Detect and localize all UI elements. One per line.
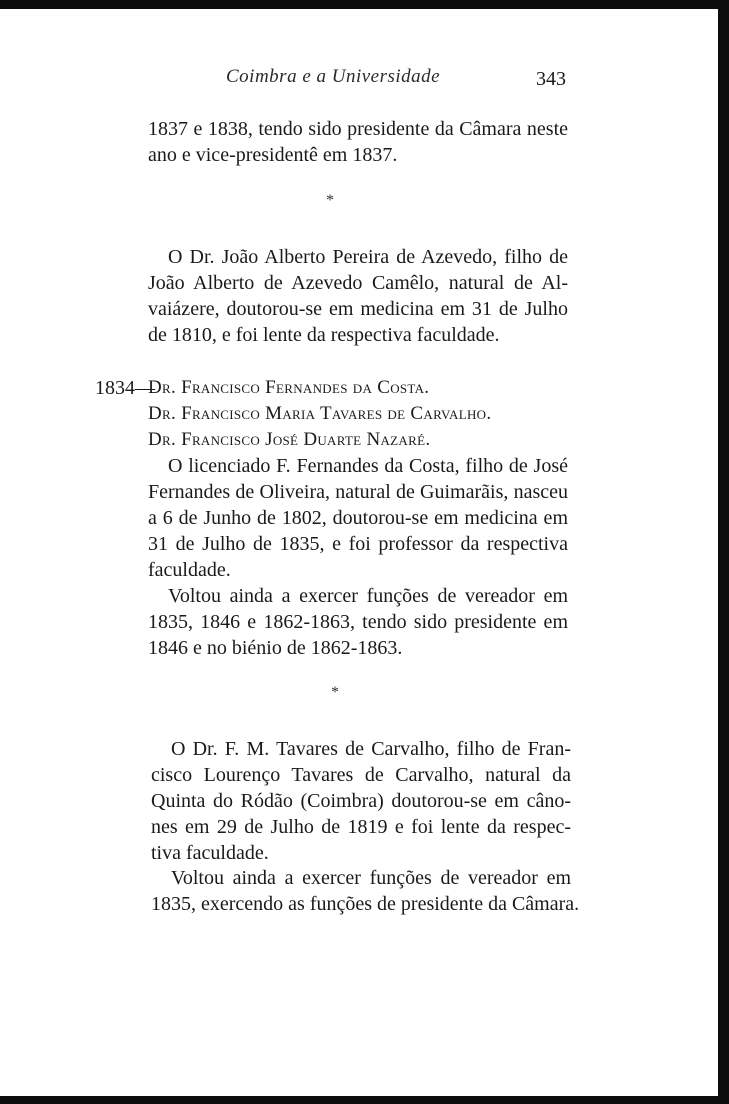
name-line: Dr. Francisco José Duarte Nazaré. (148, 429, 431, 450)
section-separator: * (331, 684, 339, 701)
text-line: O licenciado F. Fernandes da Costa, filho de José (168, 455, 568, 477)
text-line: Voltou ainda a exercer funções de vereador em (171, 867, 571, 889)
page-number: 343 (536, 68, 566, 90)
text-line: 1837 e 1838, tendo sido presidente da Câmara neste (148, 118, 568, 140)
text-line: faculdade. (148, 559, 231, 581)
text-line: ano e vice-presidentê em 1837. (148, 144, 398, 166)
text-line: Voltou ainda a exercer funções de vereador em (168, 585, 568, 607)
text-line: Fernandes de Oliveira, natural de Guimarãis, nasceu (148, 481, 568, 503)
name-line: Dr. Francisco Maria Tavares de Carvalho. (148, 403, 492, 424)
text-line: nes em 29 de Julho de 1819 e foi lente da respec- (151, 816, 571, 838)
text-line: tiva faculdade. (151, 842, 269, 864)
text-line: de 1810, e foi lente da respectiva faculdade. (148, 324, 500, 346)
text-line: 31 de Julho de 1835, e foi professor da respectiva (148, 533, 568, 555)
text-line: vaiázere, doutorou-se em medicina em 31 de Julho (148, 298, 568, 320)
text-line: 1835, 1846 e 1862-1863, tendo sido presidente em (148, 611, 568, 633)
text-line: cisco Lourenço Tavares de Carvalho, natural da (151, 764, 571, 786)
text-line: 1835, exercendo as funções de presidente da Câmara. (151, 893, 580, 915)
text-line: O Dr. João Alberto Pereira de Azevedo, filho de (168, 246, 568, 268)
text-line: 1846 e no biénio de 1862-1863. (148, 637, 403, 659)
text-line: a 6 de Junho de 1802, doutorou-se em medicina em (148, 507, 568, 529)
year-label: 1834— (95, 377, 155, 399)
text-line: João Alberto de Azevedo Camêlo, natural de Al- (148, 272, 568, 294)
running-title: Coimbra e a Universidade (226, 66, 441, 87)
text-line: Quinta do Ródão (Coimbra) doutorou-se em câno- (151, 790, 571, 812)
text-line: O Dr. F. M. Tavares de Carvalho, filho de Fran- (171, 738, 571, 760)
name-line: Dr. Francisco Fernandes da Costa. (148, 377, 430, 398)
section-separator: * (326, 192, 334, 209)
